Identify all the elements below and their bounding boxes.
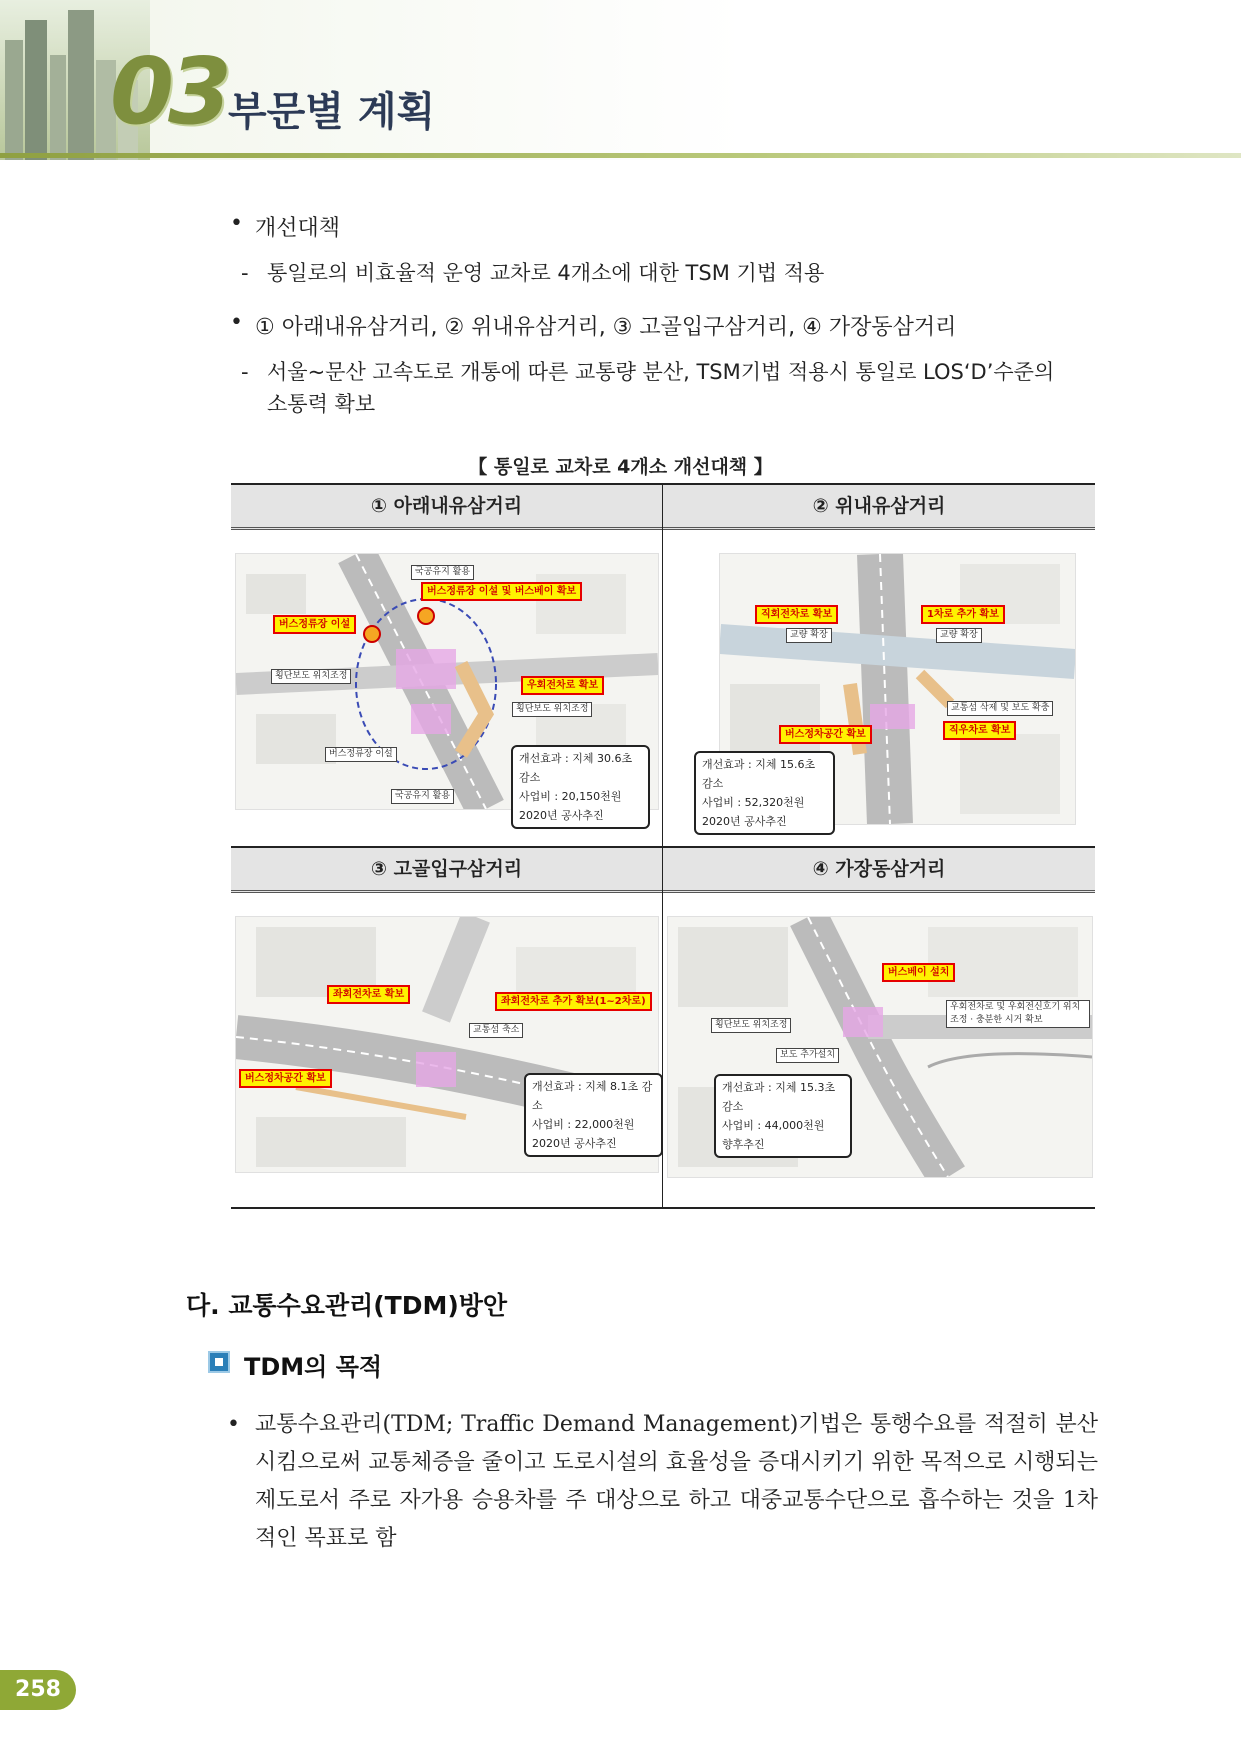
note-1-4: 국공유지 활용 — [391, 789, 454, 804]
tag-2-1: 직회전차로 확보 — [755, 605, 838, 624]
note-1-3: 버스정류장 이설 — [325, 747, 397, 762]
paragraph-text: 교통수요관리(TDM; Traffic Demand Management)기법은 통행수요를 적절히 분산시킴으로써 교통체증을 줄이고 도로시설의 효율성을 증대시키기 위한 목적으로 시행되는 제도로서 주로 자가용 승용차를 주 대상으로 하고 대중교통수단으로 흡수하는 것을 1차적인 목표로 함 — [255, 1412, 1098, 1551]
bullet-dot: • — [230, 211, 243, 236]
tag-1-2: 버스정류장 이설 — [273, 615, 356, 634]
tag-2-2: 1차로 추가 확보 — [921, 605, 1005, 624]
tag-1-3: 우회전차로 확보 — [521, 676, 604, 695]
page-header — [0, 0, 1241, 165]
info-effect: 개선효과 : 지체 15.3초 감소 — [722, 1081, 836, 1113]
table-title: 【 통일로 교차로 4개소 개선대책 】 — [468, 456, 773, 478]
square-bullet-icon — [208, 1351, 230, 1373]
info-effect: 개선효과 : 지체 8.1초 감소 — [532, 1080, 653, 1112]
tag-3-2: 좌회전차로 추가 확보(1~2차로) — [495, 992, 652, 1011]
tag-3-1: 좌회전차로 확보 — [327, 985, 410, 1004]
tag-4-1: 버스베이 설치 — [882, 963, 955, 982]
sub-text: 통일로의 비효율적 운영 교차로 4개소에 대한 TSM 기법 적용 — [267, 261, 825, 285]
note-2-3: 교통섬 삭제 및 보도 확충 — [947, 701, 1053, 716]
subsection-heading — [210, 1347, 382, 1382]
sub-item-tsm — [241, 258, 825, 290]
note-4-1: 횡단보도 위치조정 — [711, 1018, 791, 1033]
note-2-1: 교량 확장 — [786, 628, 832, 643]
note-3-1: 교통섬 축소 — [469, 1023, 523, 1038]
table-bottom-border — [231, 1207, 1095, 1209]
bullet-dot: • — [230, 310, 243, 335]
page-number: 258 — [0, 1670, 76, 1710]
info-cost: 사업비 : 52,320천원 — [702, 796, 805, 809]
info-cost: 사업비 : 22,000천원 — [532, 1118, 635, 1131]
chapter-title: 부문별 계획 — [228, 89, 436, 135]
info-effect: 개선효과 : 지체 15.6초 감소 — [702, 758, 816, 790]
header-divider — [0, 153, 1241, 158]
info-box-1 — [511, 745, 650, 829]
info-schedule: 2020년 공사추진 — [519, 809, 604, 822]
info-schedule: 2020년 공사추진 — [702, 815, 787, 828]
tag-2-4: 직우차로 확보 — [943, 721, 1016, 740]
note-1-1: 국공유지 활용 — [411, 565, 474, 580]
sub-text-line2: 소통력 확보 — [267, 391, 376, 416]
bullet-text: ① 아래내유삼거리, ② 위내유삼거리, ③ 고골입구삼거리, ④ 가장동삼거리 — [255, 315, 957, 340]
note-4-2: 보도 추가설치 — [776, 1048, 839, 1063]
sub-text-line1: 서울~문산 고속도로 개통에 따른 교통량 분산, TSM기법 적용시 통일로 LOS‘D’수준의 — [267, 360, 1055, 384]
tdm-paragraph — [227, 1406, 1098, 1558]
note-1-2: 횡단보도 위치조정 — [271, 669, 351, 684]
dash: - — [241, 360, 249, 384]
info-box-3 — [524, 1073, 663, 1157]
tag-3-3: 버스정차공간 확보 — [239, 1069, 332, 1088]
info-box-4 — [714, 1074, 852, 1158]
info-effect: 개선효과 : 지체 30.6초 감소 — [519, 752, 633, 784]
chapter-number: 03 — [110, 38, 227, 145]
note-2-2: 교량 확장 — [936, 628, 982, 643]
tag-2-3: 버스정차공간 확보 — [779, 725, 872, 744]
note-4-3: 우회전차로 및 우회전신호기 위치조정 · 충분한 시거 확보 — [946, 1000, 1090, 1028]
sub-item-los — [241, 357, 1097, 420]
cell-header-4: ④ 가장동삼거리 — [663, 846, 1095, 893]
cell-header-3: ③ 고골입구삼거리 — [231, 846, 662, 893]
section-title: 다. 교통수요관리(TDM)방안 — [186, 1291, 508, 1320]
info-schedule: 향후추진 — [722, 1138, 765, 1151]
note-1-5: 횡단보도 위치조정 — [512, 702, 592, 717]
bullet-dot: • — [227, 1412, 240, 1437]
improvement-table — [231, 483, 1095, 1209]
bullet-intersections — [230, 310, 957, 341]
info-cost: 사업비 : 20,150천원 — [519, 790, 622, 803]
cell-header-1: ① 아래내유삼거리 — [231, 485, 662, 530]
info-box-2 — [694, 751, 835, 835]
tag-1-1: 버스정류장 이설 및 버스베이 확보 — [421, 582, 582, 601]
dash: - — [241, 261, 249, 285]
bullet-improvement — [230, 211, 341, 242]
info-schedule: 2020년 공사추진 — [532, 1137, 617, 1150]
subsection-title: TDM의 목적 — [244, 1353, 383, 1381]
info-cost: 사업비 : 44,000천원 — [722, 1119, 825, 1132]
cell-header-2: ② 위내유삼거리 — [663, 485, 1095, 530]
bullet-text: 개선대책 — [255, 216, 341, 241]
